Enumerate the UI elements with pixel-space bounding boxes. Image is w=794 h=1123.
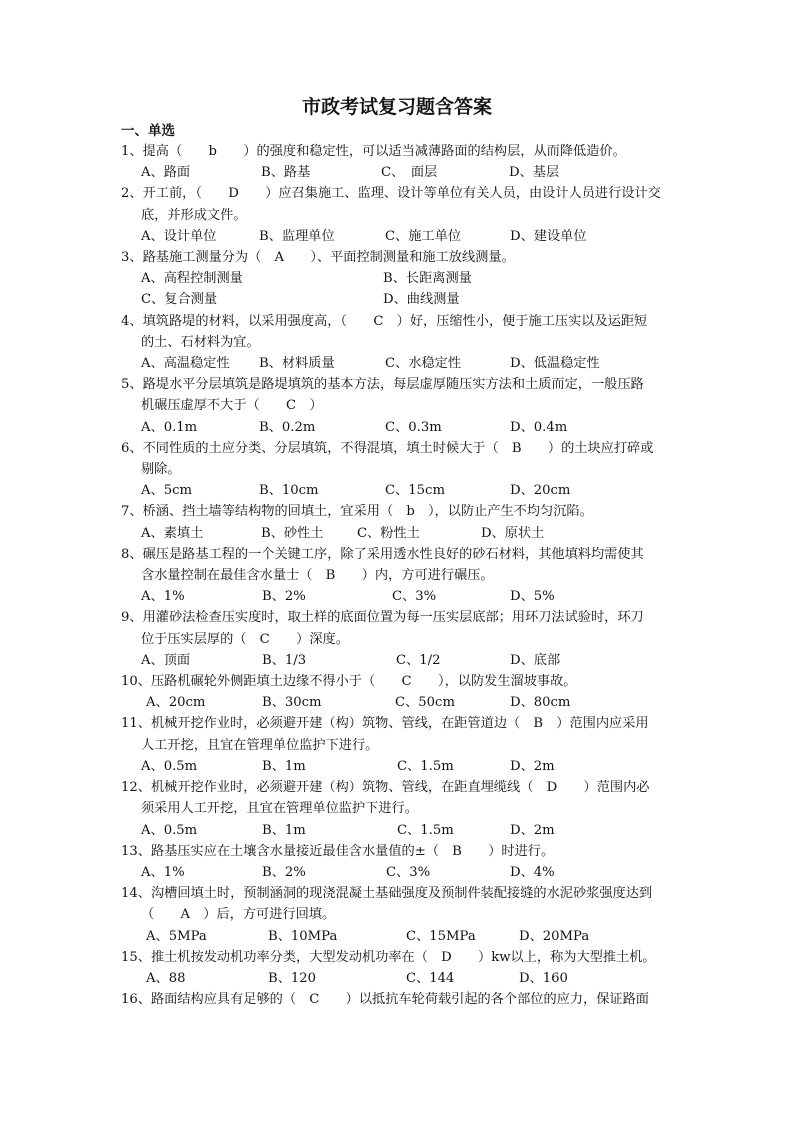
question-text-continued: 剔除。: [141, 462, 181, 478]
option-row: [121, 353, 681, 374]
question-text: 8、碾压是路基工程的一个关键工序，除了采用透水性良好的砂石材料，其他填料均需使其: [121, 546, 644, 562]
option: B、1m: [262, 758, 306, 774]
option: A、5cm: [141, 483, 192, 499]
question-item: [121, 183, 681, 247]
question-item: [121, 883, 681, 947]
option-row: [121, 820, 681, 841]
option: D、5%: [510, 589, 555, 605]
option: A、1%: [141, 864, 185, 880]
option: D、原状土: [481, 525, 545, 541]
option: D、基层: [509, 165, 560, 181]
option: B、2%: [262, 864, 306, 880]
question-text-continued: 机碾压虚厚不大于（ C ）: [141, 398, 323, 414]
option-row: [121, 226, 681, 247]
option-row: [121, 417, 681, 438]
option-row: [121, 650, 681, 671]
question-text: 16、路面结构应具有足够的（ C ）以抵抗车轮荷载引起的各个部位的应力，保证路面: [121, 992, 649, 1008]
option: C、15cm: [385, 483, 445, 499]
question-item: [121, 607, 681, 671]
question-item: [121, 247, 681, 311]
option: A、设计单位: [141, 228, 217, 244]
question-item: [121, 311, 681, 375]
question-item: [121, 671, 681, 713]
question-text: 14、沟槽回填土时，预制涵洞的现浇混凝土基础强度及预制件装配接缝的水泥砂浆强度达到: [121, 886, 653, 902]
question-text-continued: 人工开挖，且宜在管理单位监护下进行。: [141, 737, 379, 753]
option: B、2%: [262, 589, 306, 605]
question-item: [121, 989, 681, 1010]
question-text: 12、机械开挖作业时，必须避开建（构）筑物、管线，在距直埋缆线（ D ）范围内必: [121, 780, 650, 796]
option: C、3%: [392, 589, 437, 605]
option: A、路面: [141, 165, 191, 181]
option: A、1%: [141, 589, 185, 605]
option: D、2m: [510, 822, 555, 838]
option-row: [121, 162, 681, 183]
option: C、施工单位: [385, 228, 462, 244]
question-item: [121, 438, 681, 502]
option: D、80cm: [510, 695, 571, 711]
option: B、30cm: [262, 695, 322, 711]
option: B、10MPa: [268, 928, 338, 944]
option: B、1m: [262, 822, 306, 838]
option-row: [121, 480, 681, 501]
option: D、0.4m: [510, 419, 568, 435]
question-text: 9、用灌砂法检查压实度时，取土样的底面位置为每一压实层底部；用环刀法试验时，环刀: [121, 610, 644, 626]
option: A、素填土: [141, 525, 204, 541]
option: B、路基: [261, 165, 311, 181]
option: A、0.5m: [141, 758, 198, 774]
question-text-continued: （ A ）后，方可进行回填。: [141, 907, 336, 923]
question-item: [121, 141, 681, 183]
option: A、高温稳定性: [141, 356, 230, 372]
question-list: [121, 141, 681, 1010]
question-item: [121, 841, 681, 883]
option: B、材料质量: [259, 356, 335, 372]
option: D、20cm: [510, 483, 571, 499]
option: B、0.2m: [259, 419, 316, 435]
option: C、1/2: [396, 652, 441, 668]
option-row: [121, 586, 681, 607]
question-text: 7、桥涵、挡土墙等结构物的回填土，宜采用（ b ），以防止产生不均匀沉陷。: [121, 504, 593, 520]
option-row: [121, 289, 681, 310]
question-text: 11、机械开挖作业时，必须避开建（构）筑物、管线，在距管道边（ B ）范围内应采用: [121, 716, 649, 732]
question-text-continued: 底，并形成文件。: [141, 207, 247, 223]
option: D、底部: [510, 652, 561, 668]
option-row: [121, 968, 681, 989]
option: A、顶面: [141, 652, 191, 668]
option: A、5MPa: [146, 928, 207, 944]
option: D、曲线测量: [383, 292, 460, 308]
option: D、低温稳定性: [510, 356, 600, 372]
option: B、120: [268, 970, 317, 986]
option: D、160: [519, 970, 568, 986]
option-row: [121, 523, 681, 544]
question-text: 6、不同性质的土应分类、分层填筑，不得混填，填土时候大于（ B ）的土块应打碎或: [121, 440, 654, 456]
option: C、0.3m: [385, 419, 442, 435]
option-row: [121, 756, 681, 777]
option: C、 面层: [381, 165, 438, 181]
question-text: 15、推土机按发动机功率分类，大型发动机功率在（ D ）kw以上，称为大型推土机。: [121, 949, 656, 965]
option: B、长距离测量: [383, 271, 472, 287]
question-text-continued: 位于压实层厚的（ C ）深度。: [141, 631, 349, 647]
option: C、15MPa: [406, 928, 476, 944]
question-item: [121, 501, 681, 543]
option: A、0.1m: [141, 419, 198, 435]
option: D、建设单位: [510, 228, 587, 244]
question-item: [121, 947, 681, 989]
option: D、2m: [510, 758, 555, 774]
option: A、高程控制测量: [141, 271, 243, 287]
question-text: 5、路堤水平分层填筑是路堤填筑的基本方法，每层虚厚随压实方法和土质而定，一般压路: [121, 377, 644, 393]
question-item: [121, 544, 681, 608]
question-text: 10、压路机碾轮外侧距填土边缘不得小于（ C ），以防发生溜坡事故。: [121, 674, 577, 690]
question-text: 1、提高（ b ）的强度和稳定性，可以适当减薄路面的结构层，从而降低造价。: [121, 144, 626, 159]
option: C、水稳定性: [385, 356, 462, 372]
option-row: [121, 268, 681, 289]
document-title: 市政考试复习题含答案: [301, 96, 492, 118]
option: C、144: [406, 970, 455, 986]
option: A、0.5m: [141, 822, 198, 838]
question-item: [121, 777, 681, 841]
option: C、50cm: [395, 695, 455, 711]
option: C、1.5m: [397, 758, 454, 774]
option: C、复合测量: [141, 292, 218, 308]
question-text-continued: 须采用人工开挖，且宜在管理单位监护下进行。: [141, 801, 418, 817]
question-text-continued: 的土、石材料为宜。: [141, 334, 260, 350]
question-text: 4、填筑路堤的材料，以采用强度高，（ C ）好，压缩性小，便于施工压实以及运距短: [121, 313, 648, 329]
section-heading: 一、单选: [121, 123, 175, 139]
option: C、3%: [386, 864, 431, 880]
question-text-continued: 含水量控制在最佳含水量士（ B ）内，方可进行碾压。: [141, 568, 494, 584]
option: A、20cm: [146, 695, 206, 711]
question-text: 2、开工前，（ D ）应召集施工、监理、设计等单位有关人员，由设计人员进行设计交: [121, 186, 661, 202]
question-text: 13、路基压实应在土壤含水量接近最佳含水量值的±（ B ）时进行。: [121, 843, 555, 859]
option-row: [121, 926, 681, 947]
option: B、1/3: [262, 652, 307, 668]
option: B、砂性土: [261, 525, 324, 541]
option: B、监理单位: [259, 228, 335, 244]
option: C、1.5m: [397, 822, 454, 838]
option: A、88: [146, 970, 186, 986]
question-text: 3、路基施工测量分为（ A ）、平面控制测量和施工放线测量。: [121, 250, 515, 266]
option: D、4%: [510, 864, 555, 880]
question-item: [121, 713, 681, 777]
option-row: [121, 862, 681, 883]
option-row: [121, 692, 681, 713]
option: B、10cm: [259, 483, 319, 499]
question-item: [121, 374, 681, 438]
option: C、粉性土: [357, 525, 420, 541]
option: D、20MPa: [519, 928, 590, 944]
